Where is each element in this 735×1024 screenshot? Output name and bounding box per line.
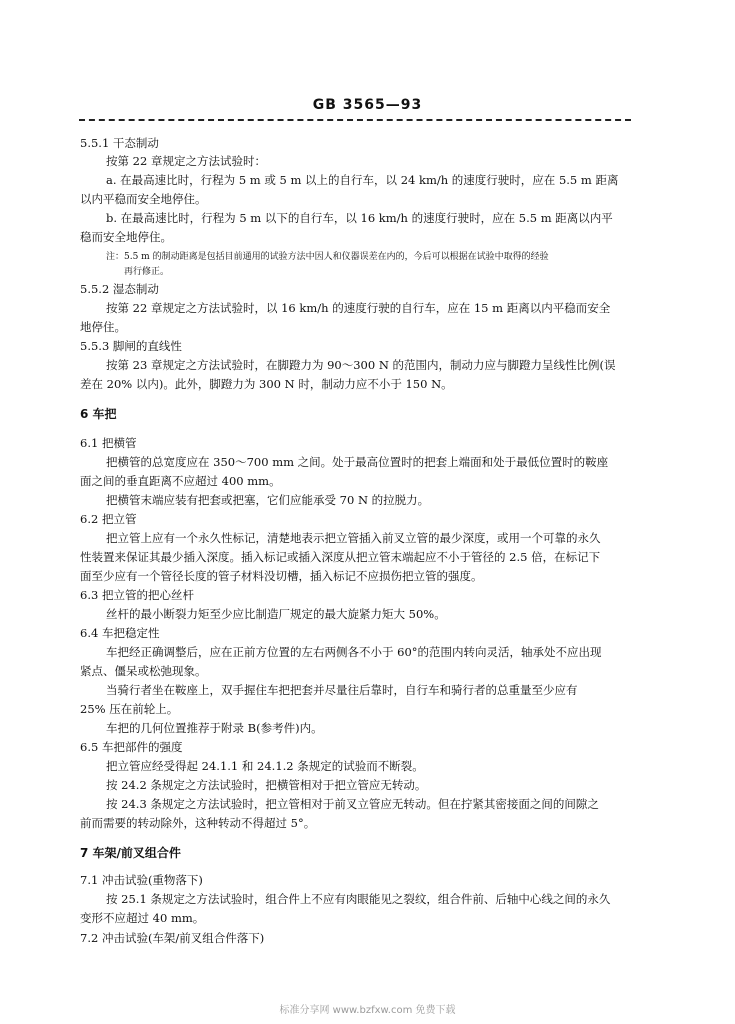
body-line: 按 25.1 条规定之方法试验时，组合件上不应有肉眼能见之裂纹，组合件前、后轴中心线之间的永久 bbox=[106, 892, 611, 906]
subsection-heading: 5.5.2 湿态制动 bbox=[80, 282, 159, 296]
body-line: 把立管上应有一个永久性标记，清楚地表示把立管插入前叉立管的最少深度，或用一个可靠的永久 bbox=[106, 531, 601, 545]
subsection-heading: 6.1 把横管 bbox=[80, 436, 137, 450]
subsection-heading: 6.3 把立管的把心丝杆 bbox=[80, 588, 194, 602]
note-text: 再行修正。 bbox=[124, 267, 170, 277]
body-line: 把立管应经受得起 24.1.1 和 24.1.2 条规定的试验而不断裂。 bbox=[106, 759, 424, 773]
subsection-heading: 6.2 把立管 bbox=[80, 512, 137, 526]
section-heading: 6 车把 bbox=[80, 407, 117, 421]
body-line: 性装置来保证其最少插入深度。插入标记或插入深度从把立管末端起应不小于管径的 2.5 倍，在标记下 bbox=[80, 550, 601, 564]
body-line: 稳而安全地停住。 bbox=[80, 230, 172, 244]
body-line: 以内平稳而安全地停住。 bbox=[80, 192, 207, 206]
subsection-heading: 5.5.3 脚闸的直线性 bbox=[80, 339, 182, 353]
subsection-heading: 7.2 冲击试验(车架/前叉组合件落下) bbox=[80, 931, 265, 945]
subsection-heading: 6.4 车把稳定性 bbox=[80, 626, 160, 640]
body-line: 车把经正确调整后，应在正前方位置的左右两侧各不小于 60°的范围内转向灵活，轴承处不应出现 bbox=[106, 645, 602, 659]
subsection-heading: 6.5 车把部件的强度 bbox=[80, 740, 183, 754]
subsection-heading: 7.1 冲击试验(重物落下) bbox=[80, 873, 203, 887]
body-line: 面至少应有一个管径长度的管子材料没切槽，插入标记不应损伤把立管的强度。 bbox=[80, 569, 483, 583]
body-line: 差在 20% 以内)。此外，脚蹬力为 300 N 时，制动力应不小于 150 N。 bbox=[80, 377, 453, 391]
note-text: 注：5.5 m 的制动距离是包括目前通用的试验方法中因人和仪器误差在内的，今后可以根据在试验中取得的经验 bbox=[106, 252, 549, 262]
body-line: 按第 22 章规定之方法试验时： bbox=[106, 154, 266, 168]
body-line: 丝杆的最小断裂力矩至少应比制造厂规定的最大旋紧力矩大 50%。 bbox=[106, 607, 446, 621]
body-line: 按第 23 章规定之方法试验时，在脚蹬力为 90～300 N 的范围内，制动力应与脚蹬力呈线性比例(误 bbox=[106, 358, 616, 372]
body-line: 车把的几何位置推荐于附录 B(参考件)内。 bbox=[106, 721, 323, 735]
body-line: 把横管的总宽度应在 350～700 mm 之间。处于最高位置时的把套上端面和处于最低位置时的鞍座 bbox=[106, 455, 609, 469]
body-line: 前而需要的转动除外，这种转动不得超过 5°。 bbox=[80, 816, 316, 830]
section-heading: 7 车架/前叉组合件 bbox=[80, 846, 181, 860]
subsection-heading: 5.5.1 干态制动 bbox=[80, 136, 159, 150]
body-line: 25% 压在前轮上。 bbox=[80, 702, 179, 716]
body-line: a. 在最高速比时，行程为 5 m 或 5 m 以上的自行车，以 24 km/h 的速度行驶时，应在 5.5 m 距离 bbox=[106, 173, 619, 187]
body-line: 把横管末端应装有把套或把塞，它们应能承受 70 N 的拉脱力。 bbox=[106, 493, 430, 507]
body-line: 按第 22 章规定之方法试验时，以 16 km/h 的速度行驶的自行车，应在 15 m 距离以内平稳而安全 bbox=[106, 301, 611, 315]
body-line: 当骑行者坐在鞍座上，双手握住车把把套并尽量往后靠时，自行车和骑行者的总重量至少应有 bbox=[106, 683, 578, 697]
body-line: 地停住。 bbox=[80, 320, 126, 334]
standard-header: GB 3565—93 bbox=[312, 97, 423, 113]
body-line: 变形不应超过 40 mm。 bbox=[80, 911, 205, 925]
body-line: 紧点、僵呆或松弛现象。 bbox=[80, 664, 207, 678]
body-line: b. 在最高速比时，行程为 5 m 以下的自行车，以 16 km/h 的速度行驶时，应在 5.5 m 距离以内平 bbox=[106, 211, 613, 225]
body-line: 按 24.3 条规定之方法试验时，把立管相对于前叉立管应无转动。但在拧紧其密接面之间的间隙之 bbox=[106, 797, 599, 811]
header-rule bbox=[79, 119, 631, 121]
body-line: 面之间的垂直距离不应超过 400 mm。 bbox=[80, 474, 281, 488]
body-line: 按 24.2 条规定之方法试验时，把横管相对于把立管应无转动。 bbox=[106, 778, 427, 792]
watermark-footer: 标准分享网 www.bzfxw.com 免费下载 bbox=[279, 1005, 456, 1016]
